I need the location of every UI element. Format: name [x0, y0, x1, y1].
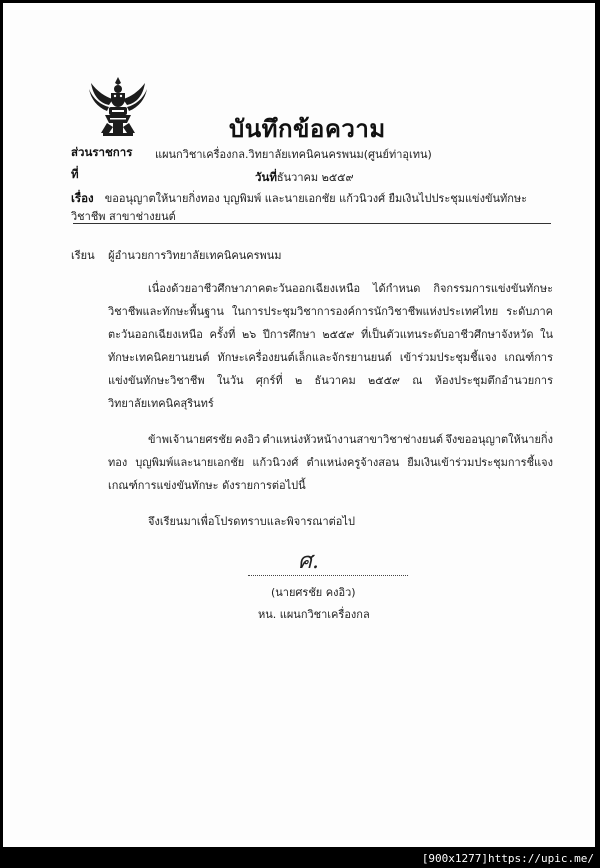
salutation-label: เรียน	[71, 249, 95, 262]
date-value: ธันวาคม ๒๕๕๙	[276, 171, 354, 184]
signer-name: (นายศรชัย คงอิว)	[271, 586, 356, 599]
page-title: บันทึกข้อความ	[229, 115, 386, 143]
date-label: วันที่	[255, 170, 277, 184]
salutation-value: ผู้อำนวยการวิทยาลัยเทคนิคนครพนม	[108, 249, 282, 262]
subject-field	[71, 187, 527, 208]
date-field	[255, 166, 354, 187]
signer-position: หน. แผนกวิชาเครื่องกล	[258, 608, 370, 621]
paragraph-1-line-3: ตะวันออกเฉียงเหนือ ครั้งที่ ๒๖ ปีการศึกษา ๒๕๕๙ ที่เป็นตัวแทนระดับอาชีวศึกษาจังหวัด ใน	[108, 328, 553, 341]
agency-value: แผนกวิชาเครื่องกล.วิทยาลัยเทคนิคนครพนม(ศูนย์ท่าอุเทน)	[155, 148, 432, 161]
closing-line: จึงเรียนมาเพื่อโปรดทราบและพิจารณาต่อไป	[148, 515, 355, 528]
salutation	[71, 246, 282, 264]
subject-label: เรื่อง	[71, 191, 94, 205]
garuda-emblem-icon	[85, 73, 151, 139]
paragraph-1-line-1: เนื่องด้วยอาชีวศึกษาภาคตะวันออกเฉียงเหนือ ได้กำหนด กิจกรรมการแข่งขันทักษะ	[148, 282, 553, 295]
paragraph-2-line-1: ข้าพเจ้านายศรชัย คงอิว ตำแหน่งหัวหน้างานสาขาวิชาช่างยนต์ จึงขออนุญาตให้นายกิ่ง	[148, 433, 553, 446]
subject-line-2: วิชาชีพ สาขาช่างยนต์	[71, 210, 176, 223]
memo-page	[3, 3, 595, 847]
header-divider	[73, 223, 551, 224]
agency-label: ส่วนราชการ	[71, 145, 133, 159]
paragraph-1-line-4: ทักษะเทคนิคยานยนต์ ทักษะเครื่องยนต์เล็กและจักรยานยนต์ เข้าร่วมประชุมชี้แจง เกณฑ์การ	[108, 351, 553, 364]
paragraph-2-line-2: ทอง บุญพิมพ์และนายเอกชัย แก้วนิวงศ์ ตำแหน่งครูจ้างสอน ยืมเงินเข้าร่วมประชุมการชี้แจง	[108, 456, 553, 469]
subject-line-1: ขออนุญาตให้นายกิ่งทอง บุญพิมพ์ และนายเอกชัย แก้วนิวงศ์ ยืมเงินไปประชุมแข่งขันทักษะ	[104, 192, 528, 205]
signature-mark: ศ.	[298, 549, 319, 574]
signature-line	[248, 575, 408, 576]
paragraph-2-line-3: เกณฑ์การแข่งขันทักษะ ดังรายการต่อไปนี้	[108, 479, 306, 492]
paragraph-1-line-5: แข่งขันทักษะวิชาชีพ ในวัน ศุกร์ที่ ๒ ธันวาคม ๒๕๕๙ ณ ห้องประชุมตึกอำนวยการ	[108, 374, 553, 387]
watermark: [900x1277]https://upic.me/	[421, 852, 594, 865]
paragraph-1-line-2: วิชาชีพและทักษะพื้นฐาน ในการประชุมวิชาการองค์การนักวิชาชีพแห่งประเทศไทย ระดับภาค	[108, 305, 553, 318]
paragraph-1-line-6: วิทยาลัยเทคนิคสุรินทร์	[108, 397, 214, 410]
ref-label: ที่	[71, 167, 79, 181]
